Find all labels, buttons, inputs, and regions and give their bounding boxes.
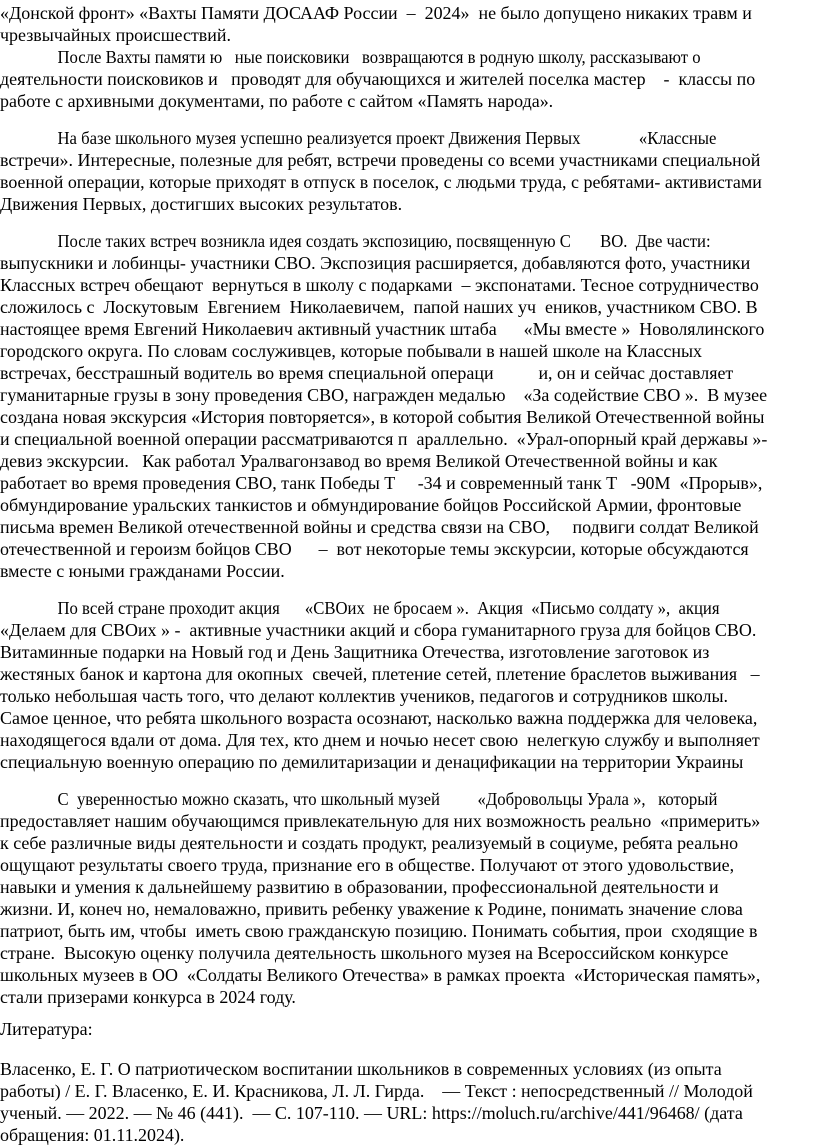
text-line: городского округа. По словам сослуживцев, которые побывали в нашей школе на Классных bbox=[0, 341, 703, 361]
text-line: На базе школьного музея успешно реализуется проект Движения Первых «Классные bbox=[57, 128, 717, 148]
reference-line: ученый. — 2022. — № 46 (441). — С. 107-110. — URL: https://moluch.ru/archive/441/96468/ (дата bbox=[0, 1103, 743, 1123]
text-line: работе с архивными документами, по работе с сайтом «Память народа». bbox=[0, 91, 554, 111]
text-line: военной операции, которые приходят в отпуск в поселок, с людьми труда, с ребятами- активистами bbox=[0, 172, 762, 192]
literature-heading: Литература: bbox=[0, 1019, 93, 1039]
text-line: «Делаем для СВОих » - активные участники акций и сбора гуманитарного груза для бойцов СВО. bbox=[0, 620, 757, 640]
text-line: жестяных банок и картона для окопных свечей, плетение сетей, плетение браслетов выживания – bbox=[0, 664, 760, 684]
text-line: Движения Первых, достигших высоких результатов. bbox=[0, 194, 403, 214]
text-line: После таких встреч возникла идея создать экспозицию, посвященную С ВО. Две части: bbox=[57, 231, 711, 251]
reference-line: работы) / Е. Г. Власенко, Е. И. Красникова, Л. Л. Гирда. — Текст : непосредственный // Молодой bbox=[0, 1081, 753, 1101]
text-line: и специальной военной операции рассматриваются п араллельно. «Урал-опорный край державы »- bbox=[0, 429, 768, 449]
text-line: встречи». Интересные, полезные для ребят, встречи проведены со всеми участниками специальной bbox=[0, 150, 761, 170]
text-line: Витаминные подарки на Новый год и День Защитника Отечества, изготовление заготовок из bbox=[0, 642, 710, 662]
text-line: выпускники и лобинцы- участники СВО. Экспозиция расширяется, добавляются фото, участники bbox=[0, 253, 751, 273]
text-line: После Вахты памяти ю ные поисковики возвращаются в родную школу, рассказывают о bbox=[57, 47, 701, 67]
text-line: ощущают результаты своего труда, признание его в обществе. Получают от этого удовольствие, bbox=[0, 855, 735, 875]
text-line: настоящее время Евгений Николаевич активный участник штаба «Мы вместе » Новолялинского bbox=[0, 319, 765, 339]
text-line: деятельности поисковиков и проводят для обучающихся и жителей поселка мастер - классы по bbox=[0, 69, 756, 89]
text-line: Классных встреч обещают вернуться в школу с подарками – экспонатами. Тесное сотрудничество bbox=[0, 275, 759, 295]
text-line: школьных музеев в ОО «Солдаты Великого Отечества» в рамках проекта «Историческая память», bbox=[0, 965, 761, 985]
text-line: гуманитарные грузы в зону проведения СВО, награжден медалью «За содействие СВО ». В музее bbox=[0, 385, 768, 405]
text-line: навыки и умения к дальнейшему развитию в образовании, профессиональной деятельности и bbox=[0, 877, 719, 897]
text-line: девиз экскурсии. Как работал Уралвагонзавод во время Великой Отечественной войны и как bbox=[0, 451, 718, 471]
text-line: работает во время проведения СВО, танк Победы Т -34 и современный танк Т -90М «Прорыв», bbox=[0, 473, 763, 493]
text-line: только небольшая часть того, что делают коллектив учеников, педагогов и сотрудников школы. bbox=[0, 686, 729, 706]
text-line: к себе различные виды деятельности и создать продукт, реализуемый в социуме, ребята реально bbox=[0, 833, 739, 853]
text-line: С уверенностью можно сказать, что школьный музей «Добровольцы Урала », который bbox=[57, 789, 718, 809]
text-line: предоставляет нашим обучающимся привлекательную для них возможность реально «примерить» bbox=[0, 811, 761, 831]
text-line: отечественной и героизм бойцов СВО – вот некоторые темы экскурсии, которые обсуждаются bbox=[0, 539, 749, 559]
text-line: сложилось с Лоскутовым Евгением Николаевичем, папой наших уч еников, участником СВО. В bbox=[0, 297, 758, 317]
reference-line: Власенко, Е. Г. О патриотическом воспитании школьников в современных условиях (из опыта bbox=[0, 1059, 722, 1079]
text-line: специальную военную операцию по демилитаризации и денацификации на территории Украины bbox=[0, 752, 744, 772]
text-line: стране. Высокую оценку получила деятельность школьного музея на Всероссийском конкурсе bbox=[0, 943, 729, 963]
text-line: По всей стране проходит акция «СВОих не бросаем ». Акция «Письмо солдату », акция bbox=[57, 598, 720, 618]
reference-line: обращения: 01.11.2024). bbox=[0, 1125, 185, 1145]
text-line: жизни. И, конеч но, немаловажно, привить ребенку уважение к Родине, понимать значение слова bbox=[0, 899, 743, 919]
text-line: Самое ценное, что ребята школьного возраста осознают, насколько важна поддержка для человека, bbox=[0, 708, 758, 728]
text-line: встречах, бесстрашный водитель во время специальной операци и, он и сейчас доставляет bbox=[0, 363, 734, 383]
text-line: создана новая экскурсия «История повторяется», в которой события Великой Отечественной войны bbox=[0, 407, 765, 427]
text-line: вместе с юными гражданами России. bbox=[0, 561, 285, 581]
text-line: письма времен Великой отечественной войны и средства связи на СВО, подвиги солдат Великой bbox=[0, 517, 759, 537]
text-line: патриот, быть им, чтобы иметь свою гражданскую позицию. Понимать события, прои сходящие в bbox=[0, 921, 758, 941]
text-line: обмундирование уральских танкистов и обмундирование бойцов Российской Армии, фронтовые bbox=[0, 495, 742, 515]
text-line: стали призерами конкурса в 2024 году. bbox=[0, 987, 296, 1007]
text-line: «Донской фронт» «Вахты Памяти ДОСААФ России – 2024» не было допущено никаких травм и bbox=[0, 3, 752, 23]
text-line: чрезвычайных происшествий. bbox=[0, 25, 231, 45]
text-line: находящегося вдали от дома. Для тех, кто днем и ночью несет свою нелегкую службу и выполняет bbox=[0, 730, 760, 750]
